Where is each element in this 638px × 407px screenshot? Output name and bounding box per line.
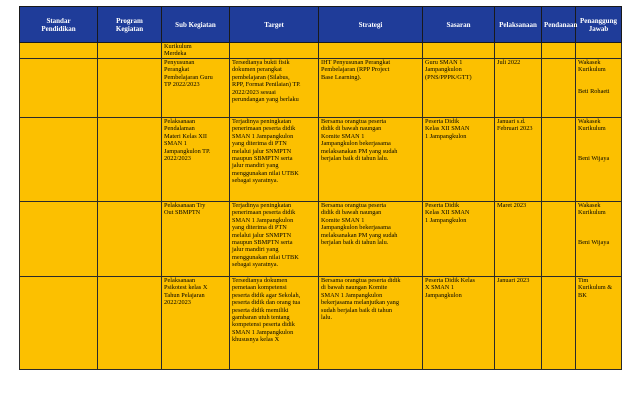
cell-line: yang diterima di PTN [232,224,287,232]
sub-kegiatan-cell [162,59,230,118]
cell-line: Pelaksanaan [164,277,196,284]
cell-line: pemetaan kompetensi [232,284,287,292]
cell-line: Kurikulum & [578,284,613,292]
cell-line: melalui jalur SNMPTN [232,231,292,239]
cell-line: Pembelajaran (RPP Project [321,66,390,74]
cell-line: Kurikulum [578,209,606,217]
cell-line: peserta didik memiliki [232,306,289,314]
cell-line: menggunakan nilai UTBK [232,253,299,261]
pendanaan-cell [542,202,576,277]
cell-line: Merdeka [164,50,187,58]
cell-line: Psikotest kelas X [164,284,208,292]
cell-line: Guru SMAN 1 [425,59,463,66]
pendanaan-cell [542,43,576,59]
header-pelaksanaan: Pelaksanaan [495,7,542,43]
program-cell [98,118,162,202]
cell-line: Februari 2023 [497,125,533,133]
cell-line: yang diterima di PTN [232,140,287,148]
cell-line: Maret 2023 [497,202,527,209]
cell-line: Jampangkulon bekerjasama [321,224,391,232]
header-row [20,7,622,43]
strategi-cell [319,43,423,59]
table-row [20,202,622,277]
cell-line: Jampangkulon TP. [164,147,211,155]
cell-line: Kurikulum [578,66,606,74]
cell-line: SMAN 1 Jampangkulon [232,132,294,140]
cell-line: 1 Jampangkulon [425,132,467,140]
sub-kegiatan-cell [162,43,230,59]
pendanaan-cell [542,59,576,118]
cell-line: didik di bawah naungan [321,125,382,133]
cell-line: sebagai syaratnya. [232,177,279,185]
cell-line: bekerjasama melanjutkan yang [321,299,399,307]
table-row [20,43,622,59]
cell-line: Tahun Pelajaran [164,291,205,299]
cell-line: Juli 2022 [497,59,521,66]
cell-line: 1 Jampangkulon [425,216,467,224]
cell-line: Pelaksanaan [164,118,196,125]
cell-line: Kurikulum [164,43,192,50]
header-strategi: Strategi [319,7,423,43]
cell-line: melalui jalur SNMPTN [232,147,292,155]
cell-line: BK [578,291,587,299]
pelaksanaan-cell [495,118,542,202]
header-sasaran: Sasaran [423,7,495,43]
cell-line: Jampangkulon [425,66,462,74]
penanggung-jawab-cell [576,118,622,202]
target-cell [230,118,319,202]
cell-line: Jampangkulon [425,291,462,299]
pendanaan-cell [542,277,576,370]
program-cell [98,277,162,370]
header-sub-kegiatan: Sub Kegiatan [162,7,230,43]
cell-line: Januari 2023 [497,277,530,284]
cell-line: IHT Penyusunan Perangkat [321,59,391,66]
program-cell [98,43,162,59]
sasaran-cell [423,43,495,59]
cell-line: didik di bawah naungan [321,209,382,217]
penanggung-jawab-name: Beni Wijaya [578,154,610,162]
cell-line: sudah berjalan baik di tahun [321,306,392,314]
header-standar-pendidikan: Standar Pendidikan [20,7,98,43]
cell-line: Pendalaman [164,125,195,133]
table-row [20,59,622,118]
cell-line: Tersedianya bukti fisik [232,59,290,66]
cell-line: Kelas XII SMAN [425,125,470,133]
table-row [20,118,622,202]
pelaksanaan-cell [495,43,542,59]
cell-line: Base Learning). [321,73,362,81]
cell-line: Wakasek [578,118,601,125]
cell-line: Bersama orangtua peserta [321,202,387,209]
cell-line: di bawah naungan Komite [321,284,388,292]
cell-line: kompetensi peserta didik [232,321,295,329]
strategi-cell [319,59,423,118]
target-cell [230,43,319,59]
pelaksanaan-cell [495,59,542,118]
program-cell [98,202,162,277]
cell-line: Jampangkulon bekerjasama [321,140,391,148]
cell-line: Wakasek [578,59,601,66]
standar-cell [20,277,98,370]
cell-line: peserta didik agar Sekolah, [232,291,301,299]
cell-line: SMAN 1 Jampangkulon [232,216,294,224]
cell-line: dokumen perangkat [232,66,282,74]
penanggung-jawab-cell [576,43,622,59]
sub-kegiatan-cell [162,277,230,370]
header-program-kegiatan: Program Kegiatan [98,7,162,43]
cell-line: jalur mandiri yang [232,246,279,254]
strategi-cell [319,118,423,202]
cell-line: 2022/2023 sesuai [232,88,276,96]
cell-line: X SMAN 1 [425,284,455,292]
pelaksanaan-cell [495,202,542,277]
table-row [20,277,622,370]
penanggung-jawab-name: Beni Wijaya [578,238,610,246]
cell-line: 2022/2023 [164,155,191,163]
sasaran-cell [423,277,495,370]
target-cell [230,59,319,118]
sasaran-cell [423,59,495,118]
cell-spacer [578,74,619,88]
cell-line: gambaran utuh tentang [232,314,290,322]
cell-line: perundangan yang berlaku [232,96,299,104]
cell-line: Bersama orangtua peserta [321,118,387,125]
penanggung-jawab-cell [576,202,622,277]
cell-spacer [578,133,619,155]
cell-line: Tim [578,277,589,284]
cell-line: Komite SMAN 1 [321,132,365,140]
cell-line: peserta didik dan orang tua [232,299,301,307]
strategi-cell [319,277,423,370]
cell-line: Bersama orangtua peserta didik [321,277,401,284]
penanggung-jawab-cell [576,277,622,370]
program-table [19,6,622,370]
standar-cell [20,43,98,59]
cell-line: SMAN 1 Jampangkulon [321,291,383,299]
header-pendanaan: Pendanaan [542,7,576,43]
penanggung-jawab-name: Beti Rohaeti [578,87,610,95]
cell-line: Peserta Didik Kelas [425,277,476,284]
standar-cell [20,118,98,202]
cell-spacer [578,217,619,239]
header-penanggung-jawab: Penanggung Jawab [576,7,622,43]
cell-line: Out SBMPTN [164,209,201,217]
sub-kegiatan-cell [162,202,230,277]
cell-line: Terjadinya peningkatan [232,202,292,209]
cell-line: Kelas XII SMAN [425,209,470,217]
strategi-cell [319,202,423,277]
target-cell [230,202,319,277]
cell-line: SMAN 1 Jampangkulon [232,328,294,336]
pelaksanaan-cell [495,277,542,370]
sasaran-cell [423,118,495,202]
cell-line: Penyusunan [164,59,195,66]
cell-line: penerimaan peserta didik [232,209,296,217]
cell-line: lalu. [321,314,333,322]
cell-line: Januari s.d. [497,118,526,125]
cell-line: maupun SBMPTN serta [232,155,293,163]
pendanaan-cell [542,118,576,202]
cell-line: pembelajaran (Silabus, [232,73,290,81]
cell-line: khususnya kelas X [232,336,280,344]
standar-cell [20,202,98,277]
cell-line: maupun SBMPTN serta [232,239,293,247]
program-table-sheet [19,6,622,370]
cell-line: penerimaan peserta didik [232,125,296,133]
cell-line: SMAN 1 [164,140,187,148]
cell-line: Perangkat [164,66,190,74]
penanggung-jawab-cell [576,59,622,118]
cell-line: (PNS/PPPK/GTT) [425,73,472,81]
cell-line: Pembelajaran Guru [164,73,213,81]
cell-line: Komite SMAN 1 [321,216,365,224]
cell-line: Materi Kelas XII [164,132,208,140]
header-target: Target [230,7,319,43]
cell-line: melaksanakan PM yang sudah [321,231,398,239]
cell-line: melaksanakan PM yang sudah [321,147,398,155]
target-cell [230,277,319,370]
cell-line: RPP, Format Penilaian) TP. [232,81,301,89]
cell-line: berjalan baik di tahun lalu. [321,155,389,163]
cell-line: sebagai syaratnya. [232,261,279,269]
cell-line: Wakasek [578,202,601,209]
cell-line: Peserta Didik [425,202,460,209]
cell-line: menggunakan nilai UTBK [232,169,299,177]
cell-line: Tersedianya dokumen [232,277,288,284]
standar-cell [20,59,98,118]
cell-line: Terjadinya peningkatan [232,118,292,125]
cell-line: Peserta Didik [425,118,460,125]
cell-line: Pelaksanaan Try [164,202,206,209]
cell-line: TP 2022/2023 [164,81,200,89]
sub-kegiatan-cell [162,118,230,202]
sasaran-cell [423,202,495,277]
cell-line: berjalan baik di tahun lalu. [321,239,389,247]
cell-line: 2022/2023 [164,299,191,307]
program-cell [98,59,162,118]
cell-line: Kurikulum [578,125,606,133]
cell-line: jalur mandiri yang [232,162,279,170]
